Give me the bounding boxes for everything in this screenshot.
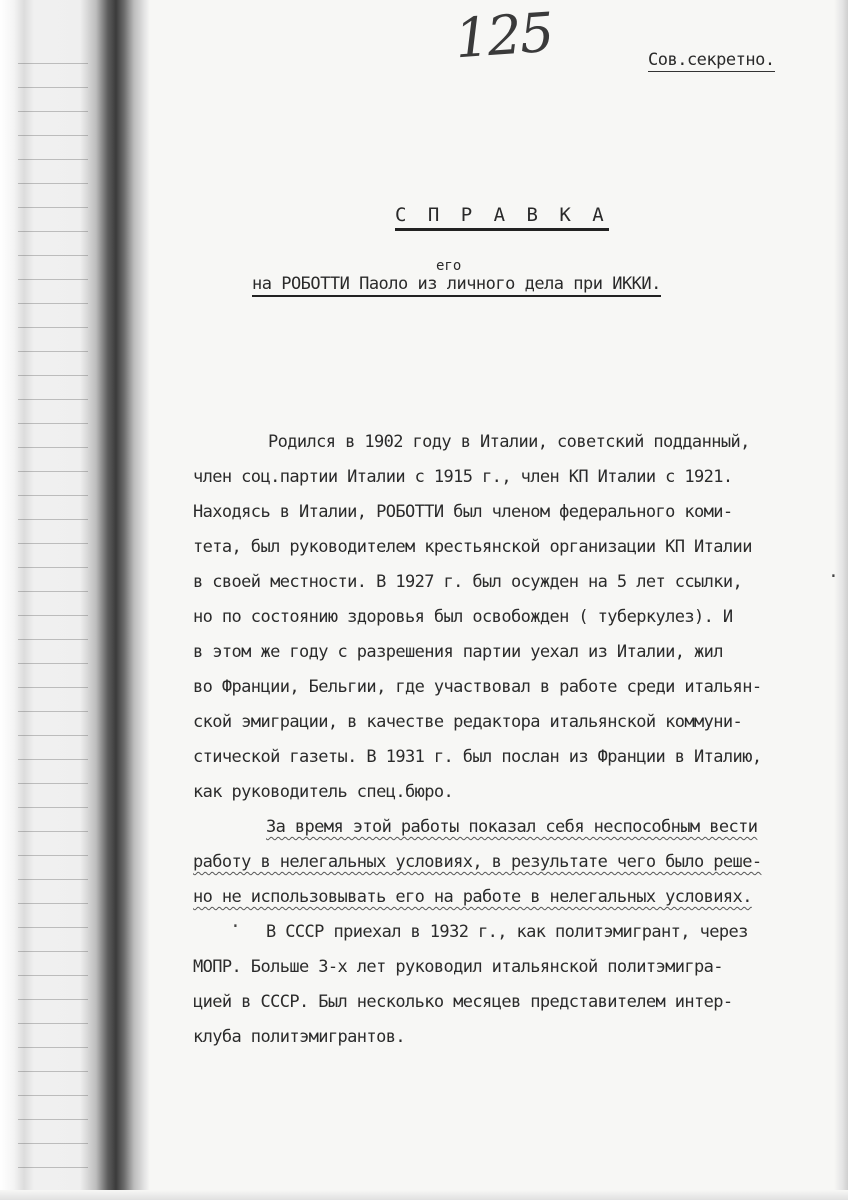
body-line: во Франции, Бельгии, где участвовал в работе среди итальян- xyxy=(193,677,762,697)
page-right-edge xyxy=(834,0,848,1200)
subtitle-insertion: его xyxy=(436,258,462,274)
body-line: тета, был руководителем крестьянской организации КП Италии xyxy=(193,537,752,557)
body-line: В СССР приехал в 1932 г., как политэмигрант, через xyxy=(266,922,748,942)
subtitle-part-1: на РОБОТТИ Паоло из xyxy=(252,274,437,294)
page-number: 125 xyxy=(452,0,555,71)
body-line: ской эмиграции, в качестве редактора итальянской коммуни- xyxy=(193,712,743,732)
classification-label: Сов.секретно. xyxy=(648,50,775,70)
binding-texture xyxy=(18,40,88,1190)
body-line-underlined: но не использовывать его на работе в нелегальных условиях. xyxy=(193,887,752,907)
body-line: Родился в 1902 году в Италии, советский подданный, xyxy=(268,432,750,452)
body-line: как руководитель спец.бюро. xyxy=(193,782,454,802)
body-line: в этом же году с разрешения партии уехал из Италии, жил xyxy=(193,642,723,662)
body-line: Находясь в Италии, РОБОТТИ был членом федерального коми- xyxy=(193,502,733,522)
page-bottom-edge xyxy=(0,1190,848,1200)
body-line: в своей местности. В 1927 г. был осужден на 5 лет ссылки, xyxy=(193,572,743,592)
document-subtitle xyxy=(252,274,661,297)
subtitle-part-2: личного дела при ИККИ. xyxy=(446,274,661,294)
body-line: клуба политэмигрантов. xyxy=(193,1027,405,1047)
body-line: стической газеты. В 1931 г. был послан из Франции в Италию, xyxy=(193,747,762,767)
document-title: С П Р А В К А xyxy=(395,204,609,231)
body-line: цией в СССР. Был несколько месяцев представителем интер- xyxy=(193,992,733,1012)
body-line: МОПР. Больше 3-х лет руководил итальянской политэмигра- xyxy=(193,957,723,977)
margin-dot-mark: · xyxy=(230,916,241,937)
body-line-underlined: работу в нелегальных условиях, в результате чего было реше- xyxy=(193,852,762,872)
body-line: но по состоянию здоровья был освобожден ( туберкулез). И xyxy=(193,607,733,627)
margin-dot-mark: · xyxy=(828,566,839,587)
body-line: член соц.партии Италии с 1915 г., член КП Италии с 1921. xyxy=(193,467,733,487)
body-line-underlined: За время этой работы показал себя неспособным вести xyxy=(266,817,758,837)
